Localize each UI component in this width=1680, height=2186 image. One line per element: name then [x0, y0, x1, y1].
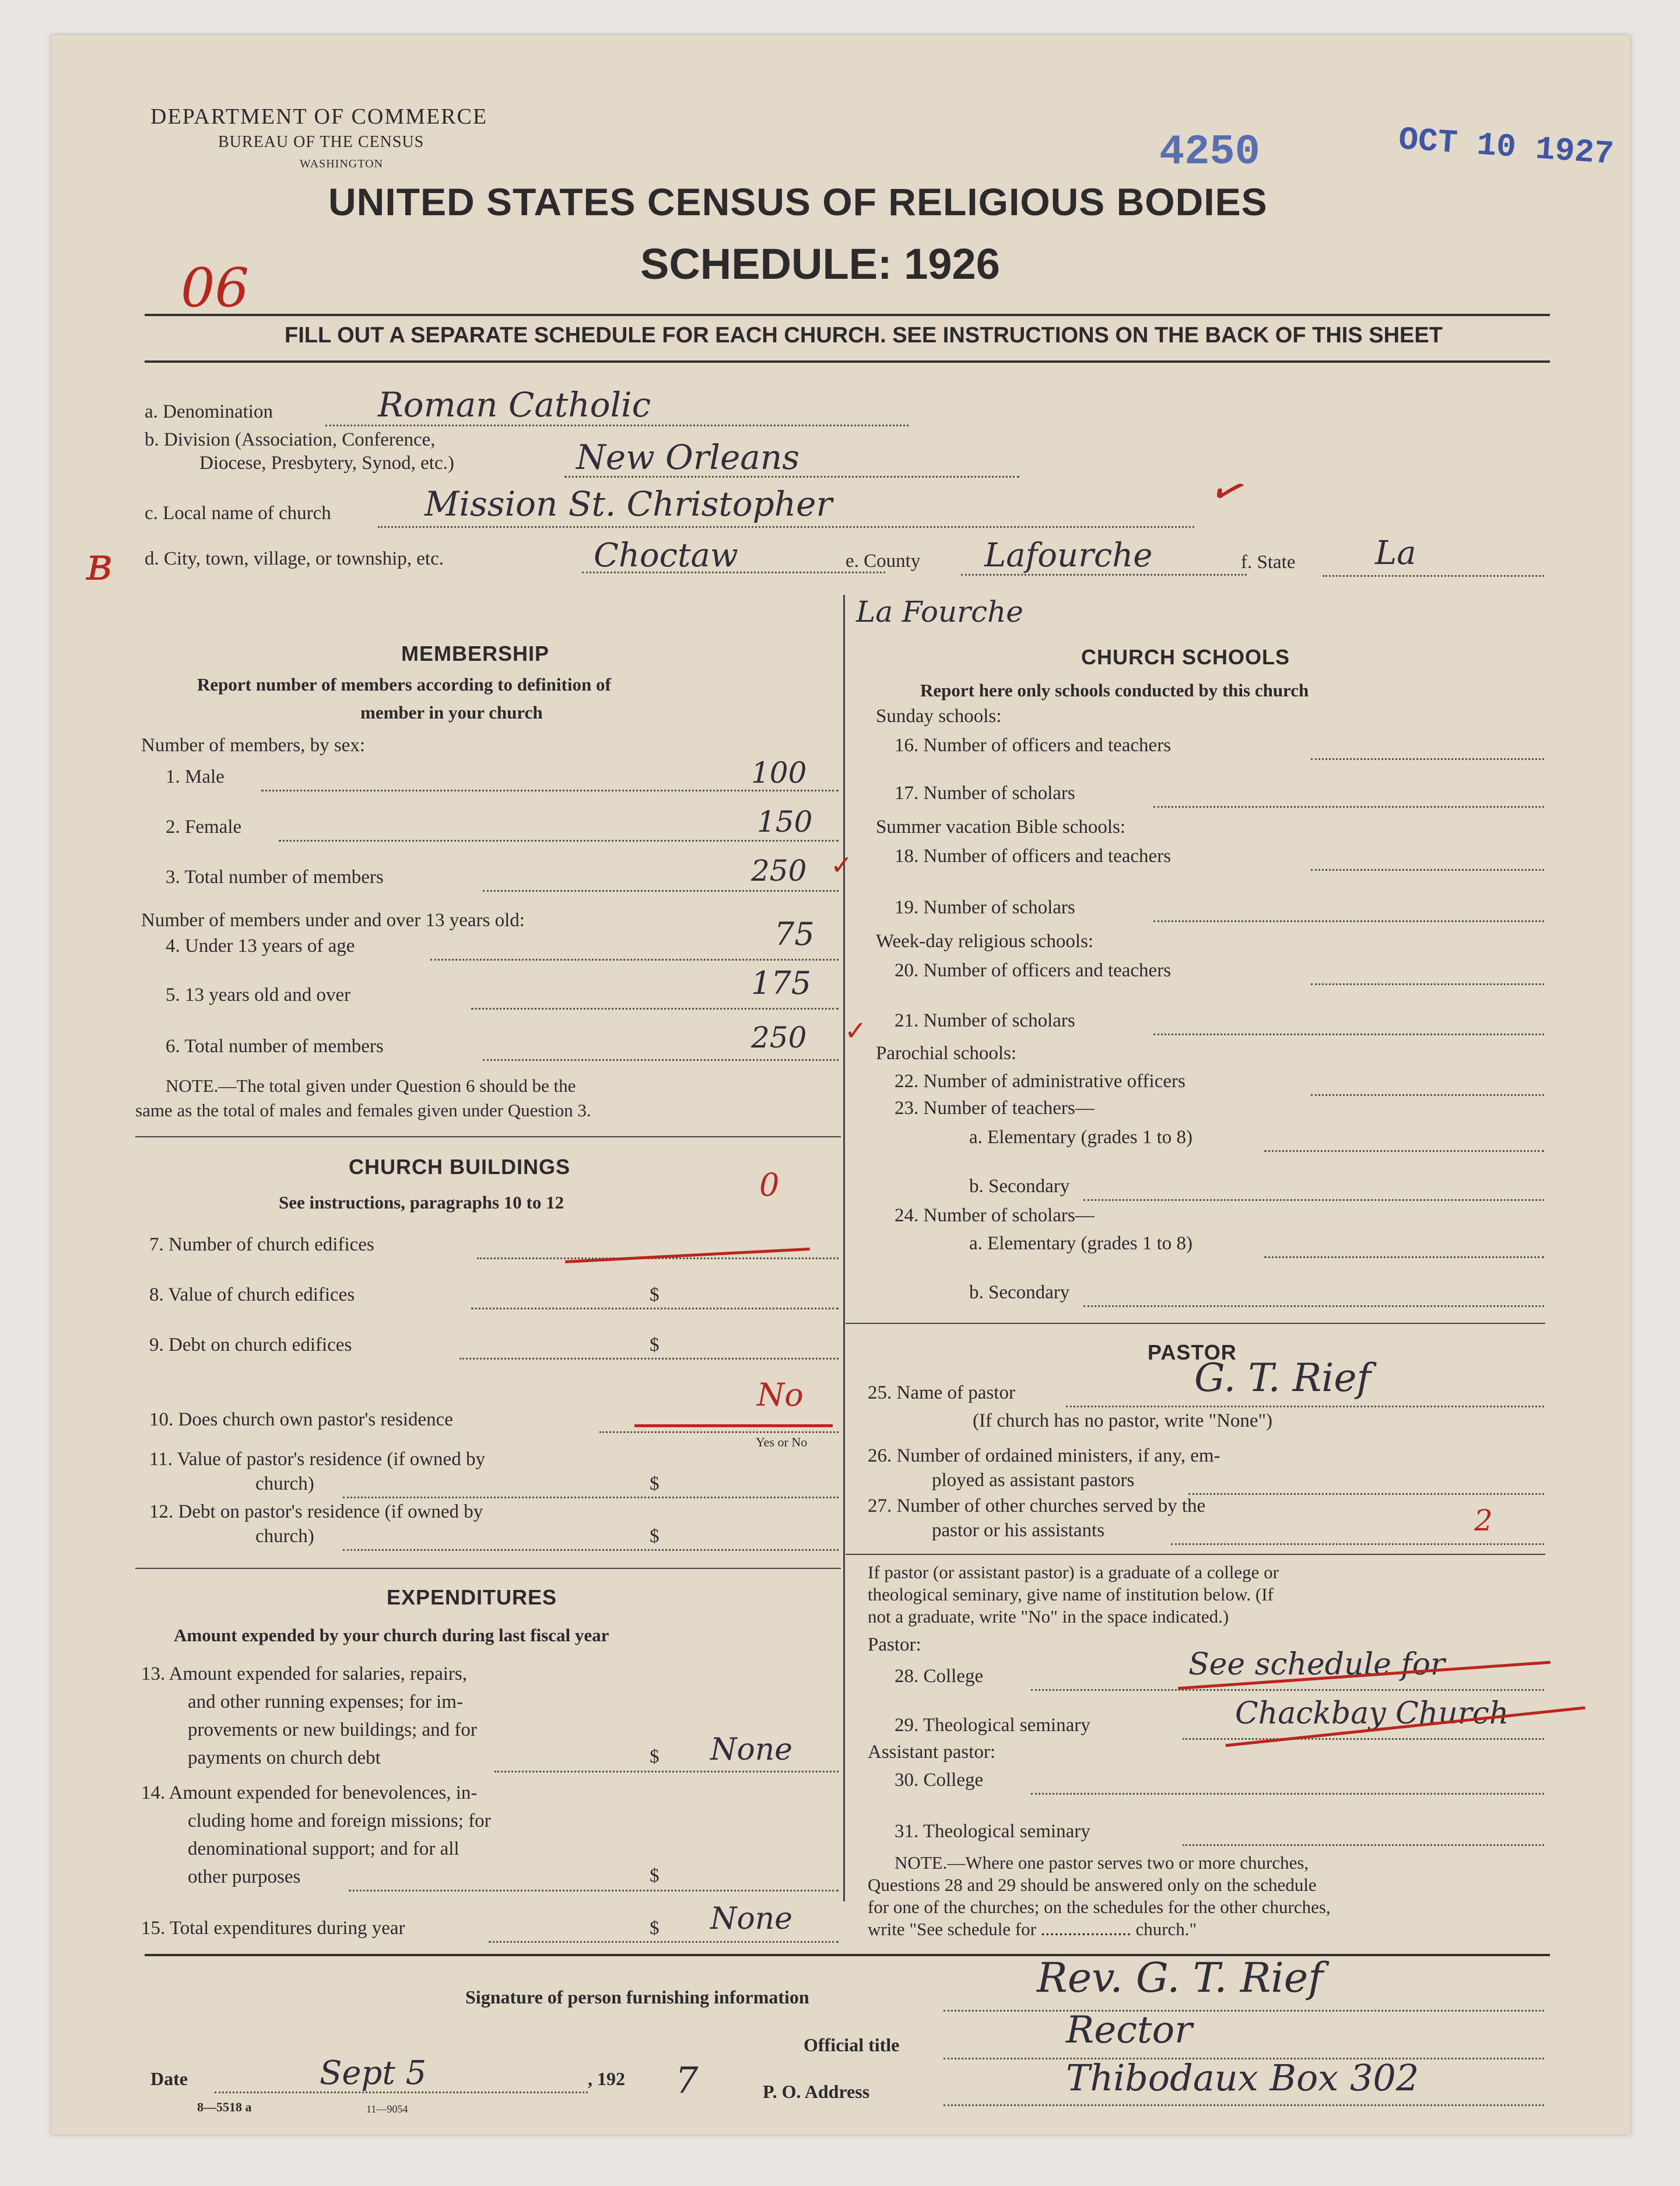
po-address-label: P. O. Address — [763, 2081, 870, 2102]
q6-line — [483, 1059, 839, 1061]
q23b-label: b. Secondary — [969, 1176, 1070, 1197]
q30-label: 30. College — [895, 1770, 984, 1791]
pastor-rule — [846, 1554, 1545, 1555]
q1-label: 1. Male — [166, 766, 225, 787]
q15-line — [489, 1941, 839, 1943]
q28-label: 28. College — [895, 1666, 984, 1687]
q23-label: 23. Number of teachers— — [895, 1098, 1095, 1119]
q27-value: 2 — [1474, 1504, 1493, 1537]
banner-rule-top — [145, 314, 1550, 316]
schools-rule — [846, 1323, 1545, 1324]
membership-sub-1: Report number of members according to definition of — [197, 674, 611, 695]
q9-dollar: $ — [650, 1334, 660, 1355]
q9-line — [460, 1358, 839, 1360]
expenditures-heading: EXPENDITURES — [387, 1585, 557, 1609]
q12-line — [343, 1549, 839, 1551]
state-value: La — [1375, 534, 1416, 572]
q1-line — [261, 790, 839, 791]
q19-line — [1153, 920, 1544, 922]
q1-value: 100 — [751, 756, 807, 790]
q27-label-2: pastor or his assistants — [932, 1520, 1105, 1541]
pastor-note-2: Questions 28 and 29 should be answered only on the schedule — [868, 1875, 1317, 1895]
county-value: Lafourche — [984, 537, 1153, 574]
q17-line — [1153, 806, 1544, 808]
year-prefix: , 192 — [588, 2068, 625, 2089]
state-line — [1323, 575, 1544, 577]
q25-label: 25. Name of pastor — [868, 1382, 1015, 1403]
q26-label-2: ployed as assistant pastors — [932, 1470, 1135, 1491]
q29-value: Chackbay Church — [1235, 1696, 1509, 1731]
q20-line — [1311, 983, 1544, 985]
members-by-sex-label: Number of members, by sex: — [141, 735, 365, 756]
q11-line — [343, 1497, 839, 1498]
q5-label: 5. 13 years old and over — [166, 985, 351, 1006]
q21-line — [1153, 1034, 1544, 1035]
q27-label-1: 27. Number of other churches served by the — [868, 1495, 1206, 1516]
q14-line-2: cluding home and foreign missions; for — [188, 1810, 491, 1831]
q10-label: 10. Does church own pastor's residence — [149, 1409, 453, 1430]
q22-line — [1311, 1094, 1544, 1096]
q11-dollar: $ — [650, 1473, 660, 1494]
q12-label-1: 12. Debt on pastor's residence (if owned by — [149, 1501, 483, 1522]
q4-value: 75 — [774, 916, 815, 952]
form-number: 8—5518 a — [197, 2100, 252, 2114]
q14-line-1: 14. Amount expended for benevolences, in- — [141, 1782, 478, 1803]
q24b-line — [1083, 1305, 1544, 1307]
q6-value: 250 — [751, 1021, 807, 1055]
banner-rule-bottom — [145, 360, 1550, 363]
q24b-label: b. Secondary — [969, 1282, 1070, 1303]
signature-value: Rev. G. T. Rief — [1037, 1954, 1324, 2002]
county-label: e. County — [846, 551, 921, 572]
city-label: d. City, town, village, or township, etc. — [145, 548, 444, 569]
q18-line — [1311, 869, 1544, 871]
census-schedule-form — [51, 35, 1630, 2135]
denomination-value: Roman Catholic — [378, 385, 651, 425]
division-value: New Orleans — [576, 437, 800, 477]
date-label: Date — [150, 2068, 188, 2089]
q17-label: 17. Number of scholars — [895, 783, 1075, 804]
q30-line — [1031, 1793, 1544, 1795]
q3-check-icon: ✓ — [830, 850, 853, 880]
membership-note-2: same as the total of males and females given under Question 3. — [135, 1100, 591, 1120]
margin-mark-icon: ʙ — [86, 537, 113, 591]
q16-line — [1311, 758, 1544, 760]
year-value: 7 — [675, 2059, 699, 2101]
denomination-label: a. Denomination — [145, 401, 273, 422]
buildings-rule — [135, 1568, 841, 1569]
sunday-schools-label: Sunday schools: — [876, 706, 1002, 727]
q11-label-2: church) — [255, 1473, 314, 1494]
official-title-value: Rector — [1066, 2009, 1193, 2052]
q22-label: 22. Number of administrative officers — [895, 1071, 1186, 1092]
q13-label — [141, 1660, 477, 1772]
q16-label: 16. Number of officers and teachers — [895, 735, 1172, 756]
division-label-1: b. Division (Association, Conference, — [145, 429, 436, 450]
q7-label: 7. Number of church edifices — [149, 1234, 374, 1255]
graduate-note-2: theological seminary, give name of institution below. (If — [868, 1584, 1274, 1605]
q3-label: 3. Total number of members — [166, 867, 384, 888]
q14-line-4: other purposes — [188, 1866, 301, 1887]
q24-label: 24. Number of scholars— — [895, 1205, 1095, 1226]
stamp-number: 4250 — [1159, 128, 1260, 176]
q11-label-1: 11. Value of pastor's residence (if owned by — [149, 1449, 485, 1470]
q15-value: None — [710, 1901, 793, 1936]
q13-dots — [494, 1771, 839, 1772]
q15-label: 15. Total expenditures during year — [141, 1918, 405, 1939]
members-by-age-label: Number of members under and over 13 years old: — [141, 910, 525, 931]
denomination-line — [325, 425, 909, 426]
q3-value: 250 — [751, 854, 807, 888]
q5-value: 175 — [751, 965, 812, 1001]
bureau-heading: BUREAU OF THE CENSUS — [218, 133, 425, 151]
q4-line — [430, 959, 839, 961]
q10-strikeout — [634, 1413, 833, 1427]
buildings-sub: See instructions, paragraphs 10 to 12 — [279, 1192, 564, 1213]
schedule-title: SCHEDULE: 1926 — [640, 240, 1000, 288]
po-address-line — [944, 2104, 1544, 2106]
q15-dollar: $ — [650, 1918, 660, 1939]
q31-label: 31. Theological seminary — [895, 1821, 1090, 1842]
q6-label: 6. Total number of members — [166, 1036, 384, 1057]
signature-label: Signature of person furnishing information — [465, 1987, 809, 2008]
official-title-label: Official title — [804, 2034, 900, 2055]
check-mark-icon: ✓ — [1203, 463, 1255, 520]
q20-label: 20. Number of officers and teachers — [895, 960, 1172, 981]
pastor-note-4: write "See schedule for .................... church." — [868, 1919, 1197, 1939]
q26-label-1: 26. Number of ordained ministers, if any, em- — [868, 1445, 1220, 1466]
membership-sub-2: member in your church — [360, 702, 543, 723]
column-divider — [843, 595, 845, 1901]
form-title: UNITED STATES CENSUS OF RELIGIOUS BODIES — [328, 180, 1268, 223]
q2-value: 150 — [757, 805, 813, 839]
schools-heading: CHURCH SCHOOLS — [1081, 645, 1290, 669]
q7-value: 0 — [759, 1166, 780, 1203]
assistant-pastor-label: Assistant pastor: — [868, 1742, 996, 1763]
q5-line — [471, 1008, 839, 1010]
po-address-value: Thibodaux Box 302 — [1066, 2057, 1419, 2099]
q13-line-3: provements or new buildings; and for — [188, 1719, 477, 1740]
print-number: 11—9054 — [366, 2103, 408, 2115]
q26-line — [1188, 1493, 1544, 1495]
q28-line — [1031, 1689, 1544, 1691]
division-label-2: Diocese, Presbytery, Synod, etc.) — [199, 453, 454, 474]
q13-dollar: $ — [650, 1746, 660, 1767]
q21-label: 21. Number of scholars — [895, 1010, 1075, 1031]
city-value: Choctaw — [594, 537, 738, 574]
yes-no-hint: Yes or No — [756, 1435, 808, 1449]
q13-line-4: payments on church debt — [188, 1747, 381, 1768]
q10-line — [599, 1431, 839, 1433]
parochial-schools-label: Parochial schools: — [876, 1043, 1017, 1064]
q28-value: See schedule for — [1188, 1647, 1445, 1682]
pastor-note-1: NOTE.—Where one pastor serves two or more churches, — [895, 1852, 1309, 1873]
graduate-note-3: not a graduate, write "No" in the space indicated.) — [868, 1606, 1229, 1627]
q12-label-2: church) — [255, 1526, 314, 1547]
q23b-line — [1083, 1199, 1544, 1201]
q13-line-2: and other running expenses; for im- — [188, 1691, 463, 1712]
date-value: Sept 5 — [320, 2054, 427, 2092]
summer-schools-label: Summer vacation Bible schools: — [876, 817, 1126, 838]
footer-rule — [145, 1954, 1550, 1956]
q8-label: 8. Value of church edifices — [149, 1284, 355, 1305]
q13-line-1: 13. Amount expended for salaries, repairs, — [141, 1663, 468, 1684]
q10-value: No — [757, 1376, 804, 1413]
q13-value: None — [710, 1732, 793, 1767]
graduate-note-1: If pastor (or assistant pastor) is a graduate of a college or — [868, 1562, 1279, 1582]
pastor-sub-label: Pastor: — [868, 1634, 921, 1655]
q14-line-3: denominational support; and for all — [188, 1838, 460, 1859]
weekday-schools-label: Week-day religious schools: — [876, 931, 1094, 952]
membership-note-1: NOTE.—The total given under Question 6 should be the — [166, 1076, 576, 1096]
q12-dollar: $ — [650, 1526, 660, 1547]
q8-line — [471, 1308, 839, 1309]
q2-line — [279, 840, 839, 842]
q8-dollar: $ — [650, 1284, 660, 1305]
q31-line — [1183, 1844, 1544, 1846]
q6-check-icon: ✓ — [844, 1016, 867, 1046]
instructions-banner: FILL OUT A SEPARATE SCHEDULE FOR EACH CHURCH. SEE INSTRUCTIONS ON THE BACK OF THIS SHEET — [285, 323, 1443, 348]
pastor-note-3: for one of the churches; on the schedules for the other churches, — [868, 1897, 1331, 1917]
signature-line — [944, 2010, 1544, 2012]
q25-line — [1066, 1406, 1544, 1407]
q25-note: (If church has no pastor, write "None") — [973, 1410, 1273, 1431]
buildings-heading: CHURCH BUILDINGS — [349, 1155, 570, 1179]
local-name-label: c. Local name of church — [145, 503, 331, 524]
q4-label: 4. Under 13 years of age — [166, 936, 355, 957]
q14-label — [141, 1779, 491, 1891]
hand-code: 06 — [181, 257, 250, 319]
q23a-line — [1264, 1150, 1544, 1152]
expenditures-sub: Amount expended by your church during last fiscal year — [174, 1625, 609, 1645]
membership-rule — [135, 1136, 841, 1137]
q14-dollar: $ — [650, 1865, 660, 1886]
q23a-label: a. Elementary (grades 1 to 8) — [969, 1127, 1193, 1148]
q24a-line — [1264, 1256, 1544, 1258]
q24a-label: a. Elementary (grades 1 to 8) — [969, 1233, 1193, 1254]
local-name-line — [378, 526, 1194, 528]
membership-heading: MEMBERSHIP — [401, 642, 550, 665]
q9-label: 9. Debt on church edifices — [149, 1334, 352, 1355]
q29-strikeout — [1223, 1683, 1585, 1747]
q18-label: 18. Number of officers and teachers — [895, 846, 1172, 867]
q19-label: 19. Number of scholars — [895, 897, 1075, 918]
q27-line — [1171, 1543, 1544, 1545]
local-name-value: Mission St. Christopher — [425, 484, 833, 524]
q14-dots — [349, 1890, 839, 1891]
schools-sub: Report here only schools conducted by this church — [920, 680, 1309, 700]
q2-label: 2. Female — [166, 817, 242, 838]
dept-heading: DEPARTMENT OF COMMERCE — [150, 104, 488, 129]
q3-line — [483, 890, 839, 892]
q29-label: 29. Theological seminary — [895, 1715, 1090, 1736]
q25-value: G. T. Rief — [1194, 1355, 1371, 1400]
washington-label: WASHINGTON — [300, 157, 383, 170]
state-label: f. State — [1241, 552, 1296, 573]
county-correction: La Fourche — [856, 595, 1023, 629]
pastor-heading: PASTOR — [1148, 1340, 1237, 1364]
stamp-date: OCT 10 1927 — [1397, 121, 1615, 173]
